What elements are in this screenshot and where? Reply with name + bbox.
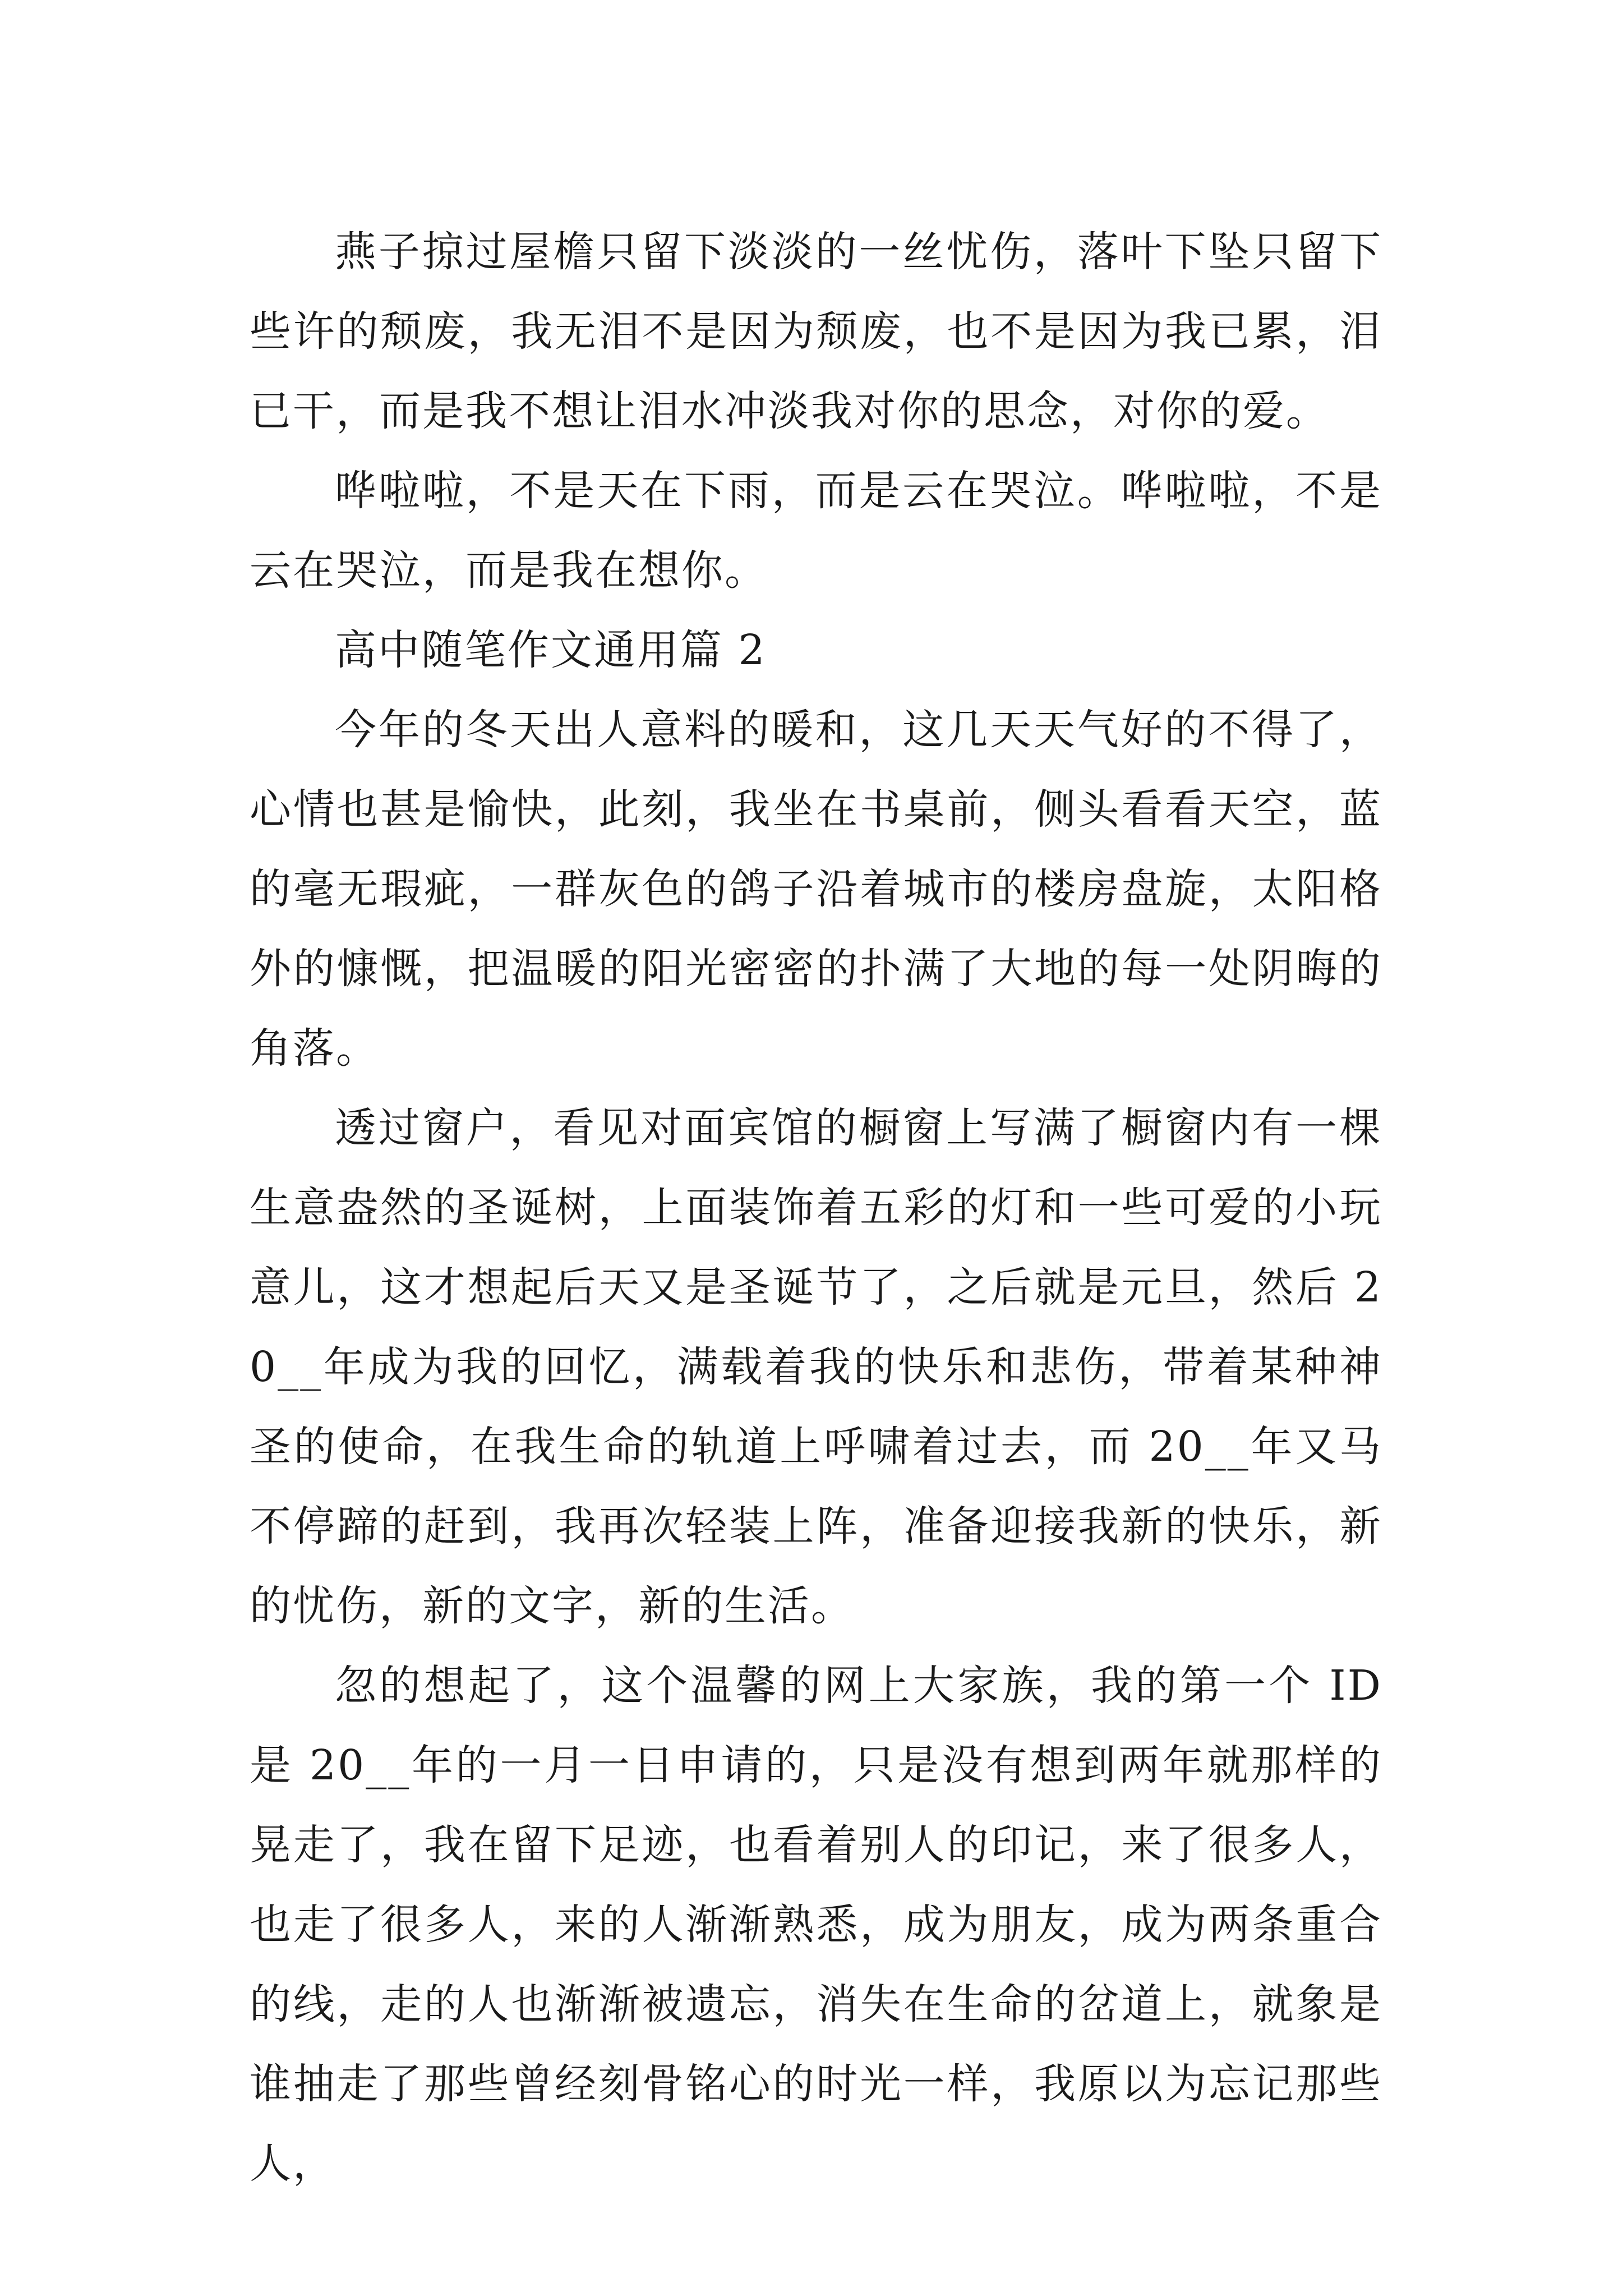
paragraph-online-family: 忽的想起了，这个温馨的网上大家族，我的第一个 ID是 20__年的一月一日申请的，只是没有想到两年就那样的晃走了，我在留下足迹，也看着别人的印记，来了很多人，也走了很多人，来的人渐渐熟悉，成为朋友，成为两条重合的线，走的人也渐渐被遗忘，消失在生命的岔道上，就象是谁抽走了那些曾经刻骨铭心的时光一样，我原以为忘记那些人， xyxy=(250,1662,1382,2188)
paragraph-winter: 今年的冬天出人意料的暖和，这几天天气好的不得了，心情也甚是愉快，此刻，我坐在书桌前，侧头看看天空，蓝的毫无瑕疵，一群灰色的鸽子沿着城市的楼房盘旋，太阳格外的慷慨，把温暖的阳光密密的扑满了大地的每一处阴晦的角落。 xyxy=(250,706,1382,1073)
paragraph-swallow: 燕子掠过屋檐只留下淡淡的一丝忧伤，落叶下坠只留下些许的颓废，我无泪不是因为颓废，也不是因为我已累，泪已干，而是我不想让泪水冲淡我对你的思念，对你的爱。 xyxy=(250,228,1382,435)
document-body xyxy=(250,212,1382,2203)
section-heading: 高中随笔作文通用篇 2 xyxy=(335,626,767,674)
paragraph-window: 透过窗户，看见对面宾馆的橱窗上写满了橱窗内有一棵生意盎然的圣诞树，上面装饰着五彩的灯和一些可爱的小玩意儿，这才想起后天又是圣诞节了，之后就是元旦，然后 20__年成为我的回忆，满载着我的快乐和悲伤，带着某种神圣的使命，在我生命的轨道上呼啸着过去，而 20__年又马不停蹄的赶到，我再次轻装上阵，准备迎接我新的快乐，新的忧伤，新的文字，新的生活。 xyxy=(250,1104,1382,1630)
paragraph-rain: 哗啦啦，不是天在下雨，而是云在哭泣。哗啦啦，不是云在哭泣，而是我在想你。 xyxy=(250,467,1382,595)
